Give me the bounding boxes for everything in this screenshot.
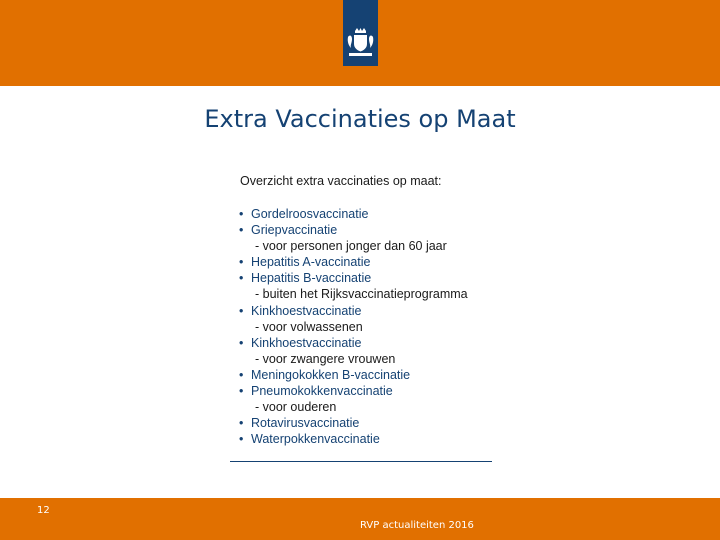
list-item: • Kinkhoestvaccinatie [239, 335, 468, 351]
list-item: • Gordelroosvaccinatie [239, 206, 468, 222]
list-item: • Waterpokkenvaccinatie [239, 431, 468, 447]
list-item: • Meningokokken B-vaccinatie [239, 367, 468, 383]
list-item: • Rotavirusvaccinatie [239, 415, 468, 431]
list-item-detail: - voor personen jonger dan 60 jaar [255, 239, 447, 254]
coat-of-arms-icon [346, 28, 375, 58]
panel-heading: Overzicht extra vaccinaties op maat: [240, 174, 442, 188]
page-title: Extra Vaccinaties op Maat [204, 105, 516, 133]
list-item: • Hepatitis A-vaccinatie [239, 254, 468, 270]
list-item: • Pneumokokkenvaccinatie [239, 383, 468, 399]
list-item-detail: - voor ouderen [255, 400, 337, 415]
footer-text: RVP actualiteiten 2016 [360, 520, 474, 531]
list-item-detail: - buiten het Rijksvaccinatieprogramma [255, 287, 468, 302]
footer-band [0, 498, 720, 540]
vaccination-list [239, 206, 468, 447]
list-item: • Griepvaccinatie [239, 222, 468, 238]
vaccination-overview-panel [230, 168, 492, 462]
rijksoverheid-logo [343, 0, 378, 66]
list-item: • Kinkhoestvaccinatie [239, 303, 468, 319]
page-number: 12 [37, 505, 50, 516]
panel-divider [230, 461, 492, 462]
list-item: • Hepatitis B-vaccinatie [239, 270, 468, 286]
list-item-detail: - voor volwassenen [255, 319, 363, 334]
list-item-detail: - voor zwangere vrouwen [255, 351, 396, 366]
